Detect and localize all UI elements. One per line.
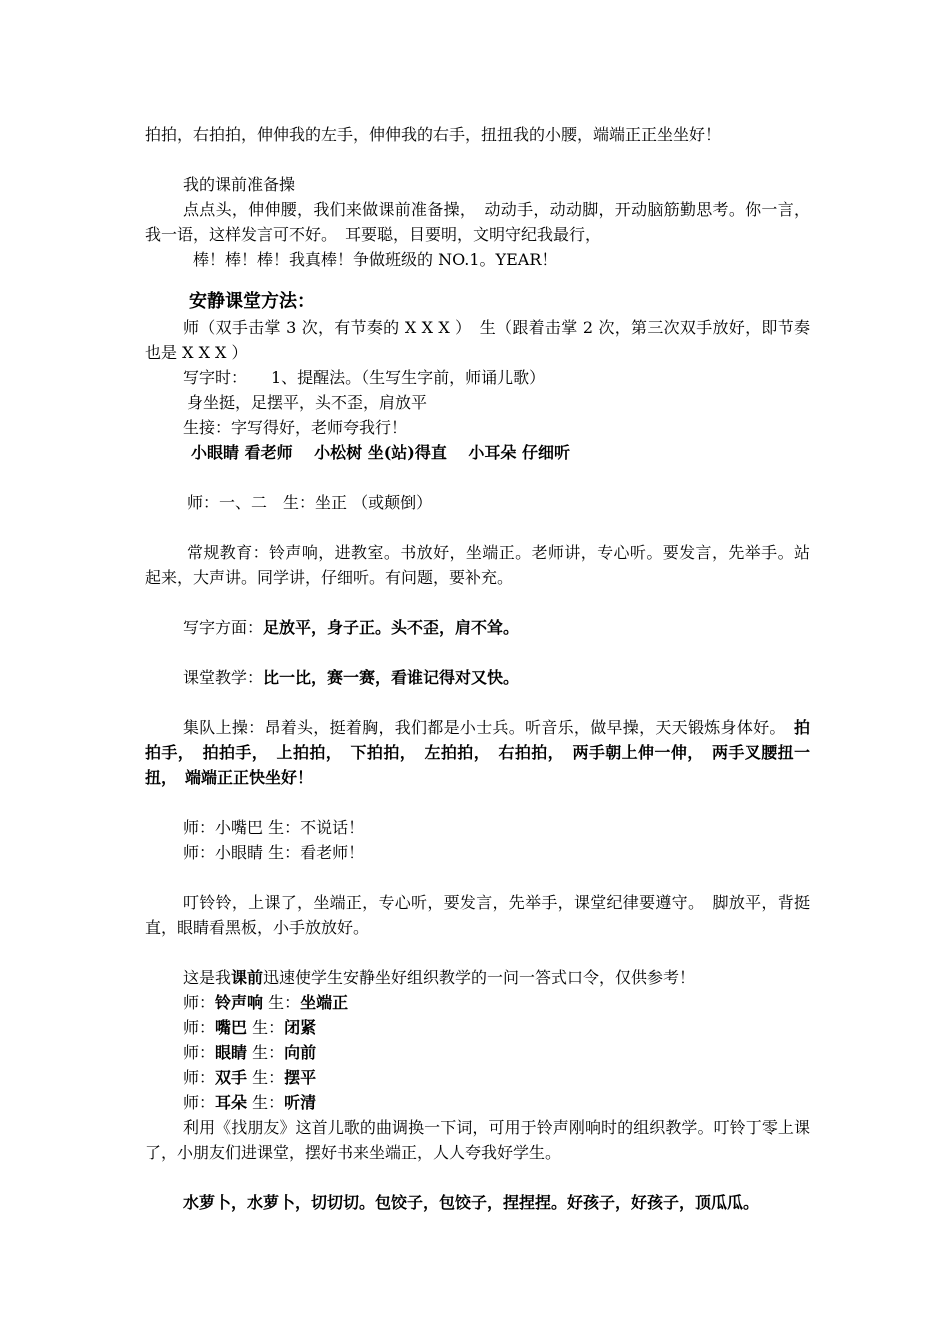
qa-student: 生：	[247, 1093, 285, 1112]
paragraph-writing-time: 写字时： 1、提醒法。（生写生字前，师诵儿歌）	[183, 368, 546, 387]
qa-response: 向前	[284, 1043, 317, 1062]
heading-prep-exercise: 我的课前准备操	[183, 175, 296, 194]
qa-row	[145, 990, 810, 1015]
text-writing-aspect: 足放平，身子正。头不歪，肩不耸。	[263, 618, 520, 637]
qa-response: 摆平	[284, 1068, 317, 1087]
qa-teacher: 师：	[183, 1018, 216, 1037]
qa-response: 听清	[284, 1093, 317, 1112]
paragraph-line-up	[145, 715, 810, 790]
paragraph-clap: 拍拍，右拍拍，伸伸我的左手，伸伸我的右手，扭扭我的小腰，端端正正坐坐好！	[145, 125, 722, 144]
paragraph-eyes: 师：小眼睛 生：看老师！	[183, 843, 365, 862]
paragraph-clap-rhythm: 师（双手击掌 3 次，有节奏的 X X X ） 生（跟着击掌 2 次，第三次双手放好，即节奏也是 X X X ）	[145, 318, 810, 362]
text-line-up-actions: 拍拍手， 拍拍手， 上拍拍， 下拍拍， 左拍拍， 右拍拍， 两手朝上伸一伸， 两手叉腰扭一扭， 端端正正快坐好！	[145, 718, 810, 787]
paragraph-find-friends: 利用《找朋友》这首儿歌的曲调换一下词，可用于铃声刚响时的组织教学。叮铃丁零上课了，小朋友们进课堂，摆好书来坐端正，人人夸我好学生。	[145, 1118, 810, 1162]
paragraph-one-two: 师：一、二 生：坐正 （或颠倒）	[187, 493, 433, 512]
qa-row	[145, 1090, 810, 1115]
qa-teacher: 师：	[183, 993, 216, 1012]
qa-teacher: 师：	[183, 1093, 216, 1112]
qa-prompt: 眼睛	[215, 1043, 248, 1062]
qa-prompt: 嘴巴	[215, 1018, 248, 1037]
paragraph-eyes-tree-ears: 小眼睛 看老师 小松树 坐(站)得直 小耳朵 仔细听	[191, 443, 570, 462]
qa-prompt: 铃声响	[215, 993, 264, 1012]
label-writing-aspect: 写字方面：	[183, 618, 264, 637]
paragraph-routine: 常规教育：铃声响，进教室。书放好，坐端正。老师讲，专心听。要发言，先举手。站起来，大声讲。同学讲，仔细听。有问题，要补充。	[145, 543, 810, 587]
qa-response: 坐端正	[300, 993, 349, 1012]
text-qa-intro-a: 这是我	[183, 968, 232, 987]
text-line-up: 集队上操：昂着头，挺着胸，我们都是小士兵。听音乐，做早操，天天锻炼身体好。	[183, 718, 778, 737]
paragraph-mouth: 师：小嘴巴 生：不说话！	[183, 818, 365, 837]
paragraph-class-teaching	[145, 665, 810, 690]
document-body	[145, 122, 810, 1215]
qa-teacher: 师：	[183, 1068, 216, 1087]
qa-prompt: 耳朵	[215, 1093, 248, 1112]
text-qa-intro-b: 课前	[231, 968, 264, 987]
paragraph-bell: 叮铃铃，上课了，坐端正，专心听，要发言，先举手，课堂纪律要遵守。 脚放平，背挺直，眼睛看黑板，小手放放好。	[145, 893, 810, 937]
qa-student: 生：	[247, 1043, 285, 1062]
qa-row	[145, 1015, 810, 1040]
paragraph-great: 棒！棒！棒！我真棒！争做班级的 NO.1。YEAR！	[193, 250, 558, 269]
paragraph-radish: 水萝卜，水萝卜，切切切。包饺子，包饺子，捏捏捏。好孩子，好孩子，顶瓜瓜。	[183, 1193, 760, 1212]
paragraph-student-reply: 生接：字写得好，老师夸我行！	[183, 418, 408, 437]
qa-row	[145, 1040, 810, 1065]
paragraph-writing-aspect	[145, 615, 810, 640]
section-heading-quiet-class: 安静课堂方法：	[189, 291, 315, 312]
paragraph-posture: 身坐挺，足摆平，头不歪，肩放平	[187, 393, 428, 412]
label-class-teaching: 课堂教学：	[183, 668, 264, 687]
qa-student: 生：	[247, 1018, 285, 1037]
qa-prompt: 双手	[215, 1068, 248, 1087]
text-qa-intro-c: 迅速使学生安静坐好组织教学的一问一答式口令，仅供参考！	[263, 968, 696, 987]
paragraph-prep-exercise: 点点头，伸伸腰，我们来做课前准备操， 动动手，动动脚，开动脑筋勤思考。你一言，我一语，这样发言可不好。 耳要聪，目要明，文明守纪我最行，	[145, 200, 810, 244]
qa-teacher: 师：	[183, 1043, 216, 1062]
qa-row	[145, 1065, 810, 1090]
qa-student: 生：	[263, 993, 301, 1012]
text-class-teaching: 比一比，赛一赛，看谁记得对又快。	[263, 668, 520, 687]
paragraph-qa-intro	[145, 965, 810, 990]
qa-response: 闭紧	[284, 1018, 317, 1037]
qa-student: 生：	[247, 1068, 285, 1087]
